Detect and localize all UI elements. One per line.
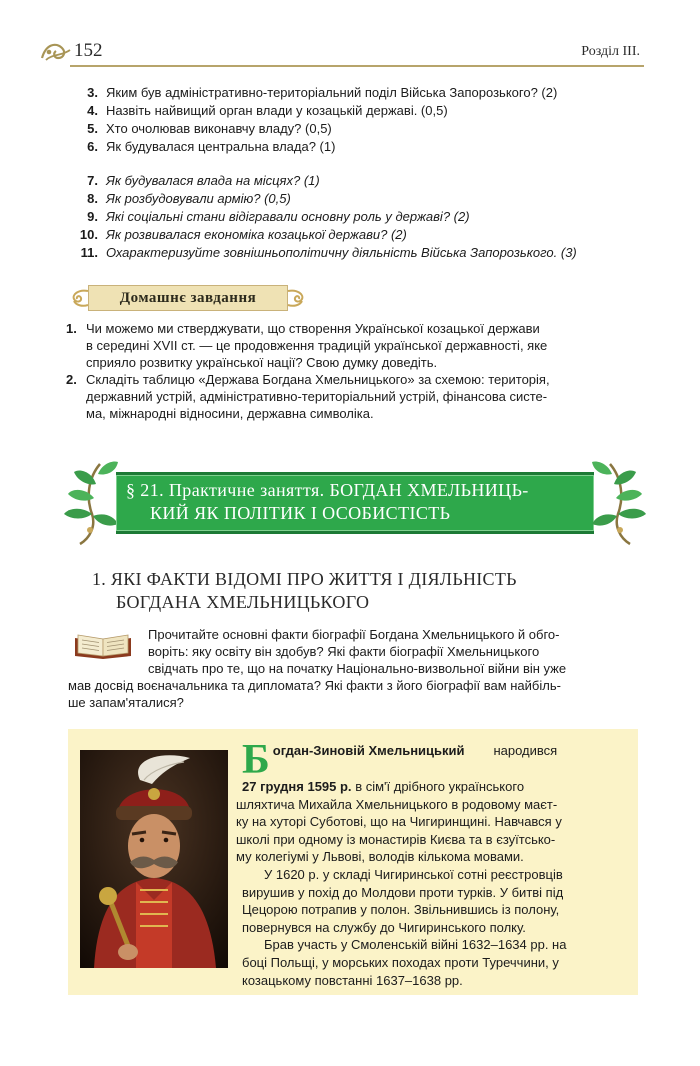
portrait-illustration bbox=[80, 750, 228, 968]
banner-title: § 21. Практичне заняття. БОГДАН ХМЕЛЬНИЦЬ- КИЙ ЯК ПОЛІТИК І ОСОБИСТІСТЬ bbox=[126, 480, 529, 523]
portrait-image bbox=[80, 750, 228, 968]
homework-title: Домашнє завдання bbox=[119, 290, 257, 306]
homework-heading bbox=[70, 283, 306, 313]
homework-list bbox=[66, 320, 642, 422]
page-number: 152 bbox=[74, 40, 103, 61]
homework-item: 1. Чи можемо ми стверджувати, що створення Української козацької держави в середині XVII ст. — це продовження традицій української державності, яке сприяло розвитку української нації? Свою думку доведіть. bbox=[66, 321, 548, 370]
leaf-ornament-icon bbox=[60, 454, 122, 548]
birth-date: 27 грудня 1595 р. bbox=[242, 779, 352, 794]
biography-text: Богдан-Зиновій Хмельницький народився 27 грудня 1595 р. в сім'ї дрібного українського шляхтича Михайла Хмельницького в родовому маєт- ку на хуторі Суботові, що на Чигиринщині. Навчався у школі при одному із монастирів Києва та в єзуїтсько- му колегіумі у Львові, володів кількома мовами. У 1620 р. у складі Чигиринської сотні реєстровців вирушив у похід до Молдови проти турків. У битві під Цецорою потрапив у полон. Звільнившись із полону, повернувся на службу до Чигиринського полку. Брав участь у Смоленській війні 1632–1634 рр. на боці Польщі, у морських походах проти Туреччини, у козацькому повстанні 1637–1638 рр. bbox=[236, 742, 567, 988]
question-list-italic bbox=[76, 172, 656, 262]
homework-item: 2. Складіть таблицю «Держава Богдана Хмельницького» за схемою: територія, державний устрій, адміністративно-територіальний устрій, фінансова систе- ма, міжнародні відносини, державна символіка. bbox=[66, 372, 550, 421]
page-header bbox=[40, 34, 644, 68]
question-item: 5. Хто очолював виконавчу владу? (0,5) bbox=[87, 121, 332, 136]
section-reference: Розділ III. bbox=[581, 44, 640, 59]
question-item: 3. Яким був адміністративно-територіальний поділ Війська Запорозького? (2) bbox=[87, 85, 558, 100]
ornament-icon bbox=[40, 38, 72, 64]
section-banner bbox=[60, 454, 650, 548]
question-item: 9. Які соціальні стани відігравали основну роль у державі? (2) bbox=[87, 209, 470, 224]
question-item: 10. Як розвивалася економіка козацької держави? (2) bbox=[79, 227, 407, 242]
question-list-upright bbox=[76, 84, 656, 156]
question-item: 11. Охарактеризуйте зовнішньополітичну діяльність Війська Запорозького. (3) bbox=[80, 245, 577, 260]
subsection-heading: 1. ЯКІ ФАКТИ ВІДОМІ ПРО ЖИТТЯ І ДІЯЛЬНІСТЬ БОГДАНА ХМЕЛЬНИЦЬКОГО bbox=[92, 569, 517, 612]
question-item: 4. Назвіть найвищий орган влади у козацькій державі. (0,5) bbox=[87, 103, 448, 118]
question-item: 7. Як будувалася влада на місцях? (1) bbox=[87, 173, 320, 188]
header-rule bbox=[70, 65, 644, 67]
question-item: 6. Як будувалася центральна влада? (1) bbox=[87, 139, 336, 154]
bio-name: огдан-Зиновій Хмельницький bbox=[272, 743, 465, 758]
question-item: 8. Як розбудовували армію? (0,5) bbox=[87, 191, 291, 206]
drop-cap: Б bbox=[242, 742, 270, 778]
intro-paragraph: Прочитайте основні факти біографії Богдана Хмельницького й обго- воріть: яку освіту він здобув? Які факти біографії Хмельницького свідчать про те, що на початку Національно-визвольної війни він уже мав досвід воєначальника та дипломата? Які факти з його біографії вам найбіль- ше запам'яталися? bbox=[68, 627, 567, 710]
leaf-ornament-icon bbox=[588, 454, 650, 548]
